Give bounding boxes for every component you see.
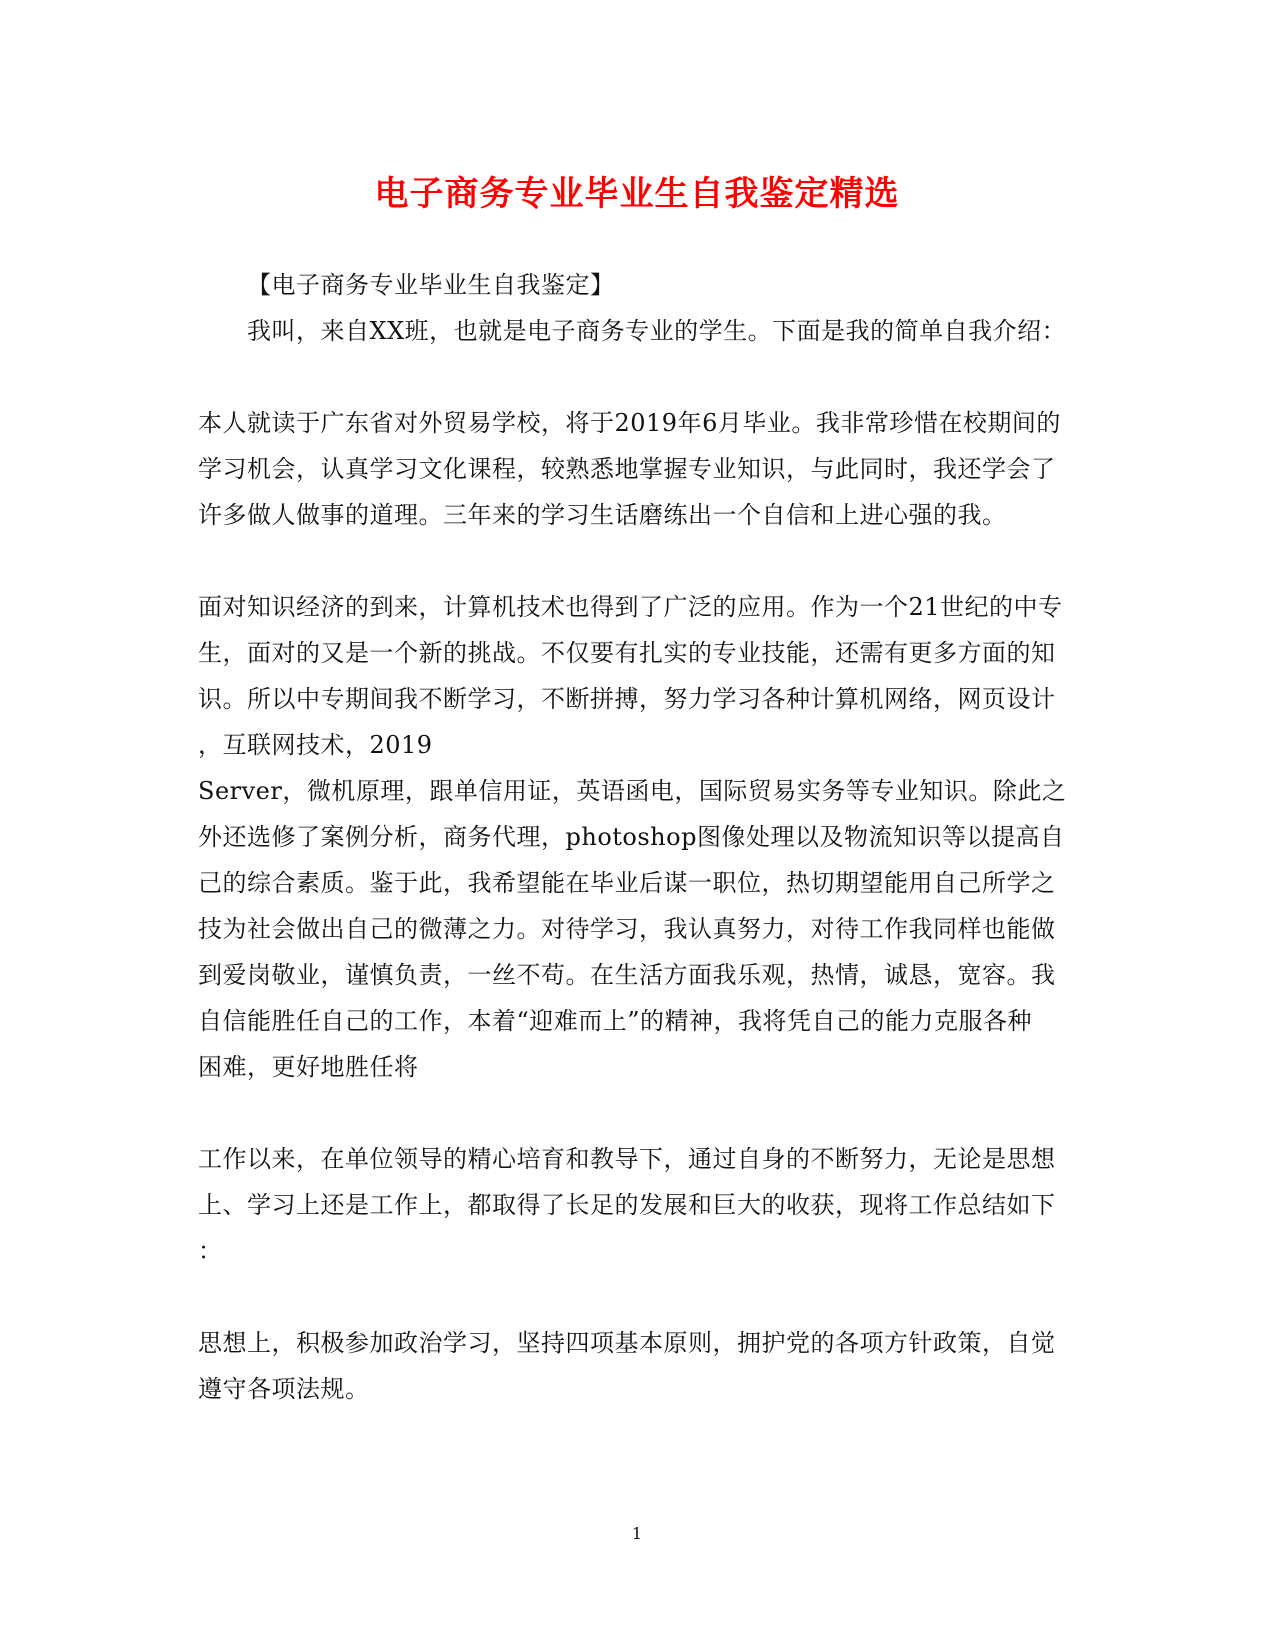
paragraph-line: 困难，更好地胜任将 — [198, 1053, 419, 1081]
paragraph-line: 上、学习上还是工作上，都取得了长足的发展和巨大的收获，现将工作总结如下 — [198, 1191, 1056, 1219]
intro-line: 我叫，来自XX班，也就是电子商务专业的学生。下面是我的简单自我介绍： — [247, 317, 1067, 345]
paragraph-line: 本人就读于广东省对外贸易学校，将于2019年6月毕业。我非常珍惜在校期间的 — [198, 409, 1061, 437]
paragraph-line: 许多做人做事的道理。三年来的学习生话磨练出一个自信和上进心强的我。 — [198, 501, 1007, 529]
paragraph-line: ，互联网技术，2019 — [198, 731, 433, 759]
paragraph-line: 遵守各项法规。 — [198, 1375, 370, 1403]
subtitle-line: 【电子商务专业毕业生自我鉴定】 — [247, 271, 615, 299]
paragraph-line: 识。所以中专期间我不断学习，不断拼搏，努力学习各种计算机网络，网页设计 — [198, 685, 1056, 713]
paragraph-line: 外还选修了案例分析，商务代理，photoshop图像处理以及物流知识等以提高自 — [198, 823, 1065, 851]
paragraph-line: 学习机会，认真学习文化课程，较熟悉地掌握专业知识，与此同时，我还学会了 — [198, 455, 1056, 483]
paragraph-line: 面对知识经济的到来，计算机技术也得到了广泛的应用。作为一个21世纪的中专 — [198, 593, 1063, 621]
paragraph-line: 思想上，积极参加政治学习，坚持四项基本原则，拥护党的各项方针政策，自觉 — [198, 1329, 1056, 1357]
paragraph-line: 到爱岗敬业，谨慎负责，一丝不苟。在生活方面我乐观，热情，诚恳，宽容。我 — [198, 961, 1056, 989]
paragraph-line: 自信能胜任自己的工作，本着“迎难而上”的精神，我将凭自己的能力克服各种 — [198, 1007, 1033, 1035]
paragraph-line: 技为社会做出自己的微薄之力。对待学习，我认真努力，对待工作我同样也能做 — [198, 915, 1056, 943]
paragraph-line: 工作以来，在单位领导的精心培育和教导下，通过自身的不断努力，无论是思想 — [198, 1145, 1056, 1173]
paragraph-line: Server，微机原理，跟单信用证，英语函电，国际贸易实务等专业知识。除此之 — [198, 777, 1067, 805]
paragraph-line: ： — [198, 1237, 223, 1265]
paragraph-line: 生，面对的又是一个新的挑战。不仅要有扎实的专业技能，还需有更多方面的知 — [198, 639, 1056, 667]
page-number: 1 — [631, 1524, 643, 1543]
paragraph-line: 己的综合素质。鉴于此，我希望能在毕业后谋一职位，热切期望能用自己所学之 — [198, 869, 1056, 897]
document-title: 电子商务专业毕业生自我鉴定精选 — [374, 174, 900, 214]
